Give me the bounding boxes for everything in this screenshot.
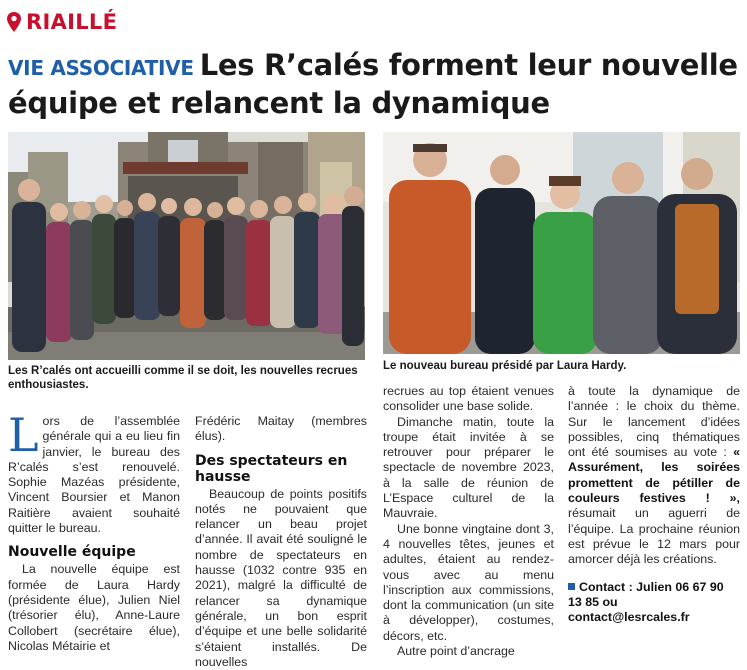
article-paragraph: Dimanche matin, toute la troupe était invitée à se retrouver pour préparer le spectacle de novembre 2023, à la salle de réunion de L’Espace culturel de la Mauvraie. (383, 414, 554, 521)
subhead-nouvelle-equipe: Nouvelle équipe (8, 544, 136, 561)
article-paragraph: Frédéric Maitay (membres élus). (195, 414, 367, 444)
article-paragraph: Autre point d’ancrage (397, 644, 515, 659)
article-paragraph: Beaucoup de points positifs notés ne pouvaient que relancer un beau projet d’année. Il avait été souligné le nombre de spectateurs en hausse (1032 contre 935 en 2021), malgré la difficulté de relancer sa dynamique générale, un bon esprit d’équipe et une belle solidarité s’étaient installés. De nouvelles (195, 486, 367, 669)
article-title: Les R’calés forment leur nouvelle équipe et relancent la dynamique (8, 48, 738, 120)
article-lead: Lors de l’assemblée générale qui a eu lieu fin janvier, le bureau des R’calés s’est renouvelé. Sophie Mazéas présidente, Vincent Boursier et Manon Raitière avaient souhaité quitter le bureau. (8, 408, 180, 536)
article-paragraph: La nouvelle équipe est formée de Laura Hardy (présidente élue), Julien Niel (trésorier élu), Anne-Laure Collobert (secrétaire élue), Nicolas Métairie et (8, 562, 180, 653)
group-photo-caption: Les R’calés ont accueilli comme il se doit, les nouvelles recrues enthousiastes. (8, 365, 358, 391)
article-paragraph: recrues au top étaient venues consolider une base solide. (383, 384, 554, 414)
location-pin-icon (6, 11, 22, 33)
board-photo (383, 132, 740, 354)
square-bullet-icon (568, 583, 575, 590)
town-name: RIAILLÉ (26, 10, 118, 34)
article-quote: « Assurément, les soirées promettent de pétiller de couleurs festives ! », (568, 445, 740, 506)
article-paragraph: Une bonne vingtaine dont 3, 4 nouvelles têtes, jeunes et adultes, étaient au rendez-vous avec au menu l’inscription aux commissions, dont la communication (un site à développer), costumes, décors, etc. (383, 521, 554, 643)
article-paragraph: à toute la dynamique de l’année : le choix du thème. Sur le lancement d’idées possibles, cinq thématiques ont été soumises au vote : « Assurément, les soirées promettent de pétiller de couleurs festives ! », résumait un aguerri de l’équipe. La prochaine réunion est prévue le 12 mars pour amorcer déjà les créations. (568, 384, 740, 567)
dropcap: L (8, 408, 39, 462)
group-photo (8, 132, 365, 360)
article-column-1 (8, 408, 180, 654)
town-header (6, 10, 117, 34)
board-photo-caption: Le nouveau bureau présidé par Laura Hardy. (383, 360, 627, 372)
article-column-2 (195, 414, 367, 670)
rubric: VIE ASSOCIATIVE (8, 56, 194, 80)
contact-info: Contact : Julien 06 67 90 13 85 ou contact@lesrcales.fr (568, 579, 724, 625)
headline (8, 48, 743, 121)
subhead-spectateurs: Des spectateurs en hausse (195, 452, 348, 485)
article-column-3 (383, 384, 554, 659)
article-column-4 (568, 384, 740, 625)
